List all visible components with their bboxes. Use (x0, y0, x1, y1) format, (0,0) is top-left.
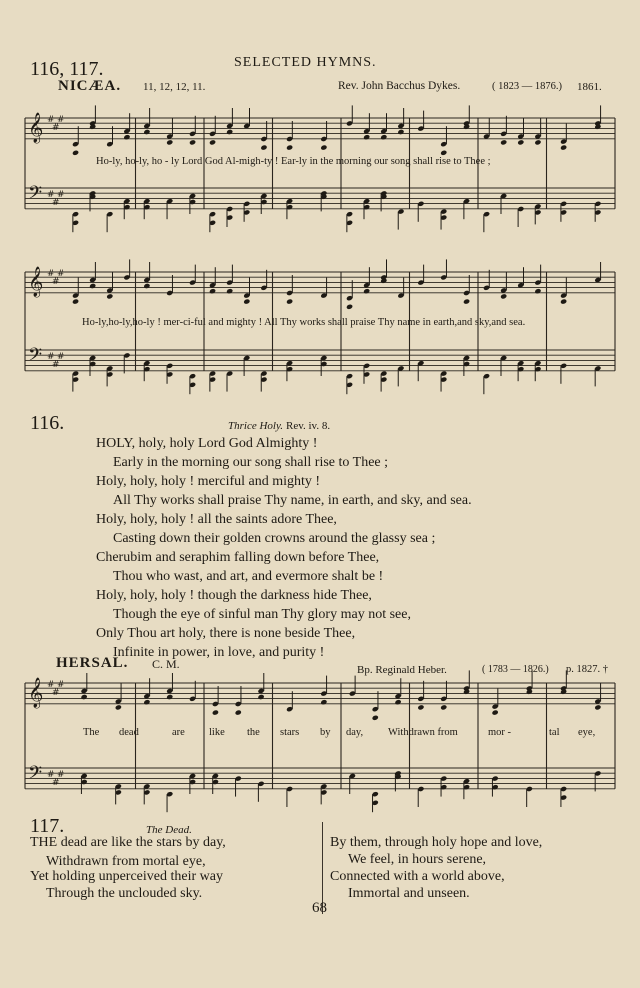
page-number: 68 (312, 900, 327, 916)
hymn-117-left-line-1: THE dead are like the stars by day, (30, 835, 226, 850)
hymn-116-line-8: Thou who wast, and art, and evermore shalt be ! (113, 569, 384, 584)
svg-text:#: # (47, 352, 55, 362)
tune2-lyric-12: eye, (578, 727, 596, 738)
svg-text:#: # (52, 197, 60, 208)
tune2-lyric-8: day, (346, 727, 364, 738)
tune2-lyric-2: dead (119, 727, 139, 738)
svg-text:#: # (52, 122, 60, 133)
tune1-lyrics-line2: Ho-ly,ho-ly,ho-ly ! mer-ci-ful and mighty ! All Thy works shall praise Thy name in earth,and sky,and sea. (82, 317, 526, 328)
tune2-lyric-7: by (320, 727, 331, 738)
tune2-lyric-10: mor - (488, 727, 512, 738)
hymn-116-published: p. 1827. † (566, 664, 608, 675)
svg-text:#: # (52, 359, 60, 370)
tune2-lyric-6: stars (280, 727, 300, 738)
hymn-116-line-2: Early in the morning our song shall rise to Thee ; (113, 455, 389, 470)
svg-text:#: # (52, 687, 60, 698)
svg-text:𝄢: 𝄢 (28, 763, 43, 788)
hymn-117-right-line-2: We feel, in hours serene, (348, 852, 487, 867)
svg-text:𝄞: 𝄞 (28, 678, 44, 708)
tune2-lyric-4: like (209, 727, 225, 738)
tune-composer-dates: ( 1823 — 1876.) (492, 81, 562, 92)
svg-text:#: # (47, 269, 55, 279)
tune2-meter: C. M. (152, 657, 180, 671)
hymn-117-left-line-2: Withdrawn from mortal eye, (46, 854, 206, 869)
svg-text:#: # (57, 115, 65, 125)
section-title: SELECTED HYMNS. (234, 55, 377, 70)
hymn-116-line-4: All Thy works shall praise Thy name, in earth, and sky, and sea. (113, 493, 472, 508)
tune-name-nicaea: NICÆA. (58, 78, 122, 94)
svg-text:#: # (57, 680, 65, 690)
tune2-lyric-5: the (247, 727, 260, 738)
svg-text:#: # (57, 352, 65, 362)
svg-text:𝄢: 𝄢 (28, 183, 43, 208)
svg-text:#: # (57, 770, 65, 780)
hymn-117-left-line-3: Yet holding unperceived their way (30, 869, 223, 884)
hymn-117-subtitle: The Dead. (146, 824, 192, 836)
svg-text:#: # (57, 190, 65, 200)
hymn-116-line-12: Infinite in power, in love, and purity ! (113, 645, 325, 660)
hymn-116-subtitle: Thrice Holy. (228, 420, 283, 432)
svg-text:#: # (47, 190, 55, 200)
tune2-lyric-1: The (83, 727, 100, 738)
hymn-116-line-1: HOLY, holy, holy Lord God Almighty ! (96, 436, 318, 451)
hymn-116-line-7: Cherubim and seraphim falling down before Thee, (96, 550, 380, 565)
svg-text:#: # (47, 770, 55, 780)
svg-text:𝄞: 𝄞 (28, 113, 44, 143)
svg-text:#: # (47, 115, 55, 125)
tune-year: 1861. (577, 81, 602, 93)
svg-text:#: # (52, 276, 60, 287)
hymn-117-number: 117. (30, 815, 65, 837)
hymn-116-line-9: Holy, holy, holy ! though the darkness hide Thee, (96, 588, 372, 603)
svg-text:#: # (52, 777, 60, 788)
hymn-116-line-6: Casting down their golden crowns around the glassy sea ; (113, 531, 436, 546)
svg-text:#: # (57, 269, 65, 279)
tune2-lyric-9: Withdrawn from (388, 727, 458, 738)
hymn-116-line-5: Holy, holy, holy ! all the saints adore Thee, (96, 512, 337, 527)
hymn-numbers-header: 116, 117. (30, 58, 104, 80)
tune-meter: 11, 12, 12, 11. (143, 81, 206, 93)
tune-name-hersal: HERSAL. (56, 655, 129, 671)
hymn-116-line-3: Holy, holy, holy ! merciful and mighty ! (96, 474, 321, 489)
hymn-116-scripture: Rev. iv. 8. (286, 420, 331, 432)
tune-composer: Rev. John Bacchus Dykes. (338, 80, 461, 92)
hymn-116-author: Bp. Reginald Heber. (357, 664, 447, 676)
tune1-lyrics-line1: Ho-ly, ho-ly, ho - ly Lord God Al-migh-ty ! Ear-ly in the morning our song shall rise to Thee ; (96, 156, 491, 167)
hymn-117-right-line-3: Connected with a world above, (330, 869, 505, 884)
hymn-117-left-line-4: Through the unclouded sky. (46, 886, 203, 901)
tune2-lyric-3: are (172, 727, 185, 738)
hymn-117-right-line-4: Immortal and unseen. (348, 886, 470, 901)
hymn-116-line-11: Only Thou art holy, there is none beside Thee, (96, 626, 356, 641)
svg-text:#: # (47, 680, 55, 690)
svg-text:𝄢: 𝄢 (28, 345, 43, 370)
hymn-116-number: 116. (30, 412, 65, 434)
hymn-117-right-line-1: By them, through holy hope and love, (330, 835, 543, 850)
hymn-116-line-10: Though the eye of sinful man Thy glory may not see, (113, 607, 411, 622)
svg-text:𝄞: 𝄞 (28, 267, 44, 297)
hymn-116-author-dates: ( 1783 — 1826.) (482, 664, 549, 675)
tune2-lyric-11: tal (549, 727, 560, 738)
